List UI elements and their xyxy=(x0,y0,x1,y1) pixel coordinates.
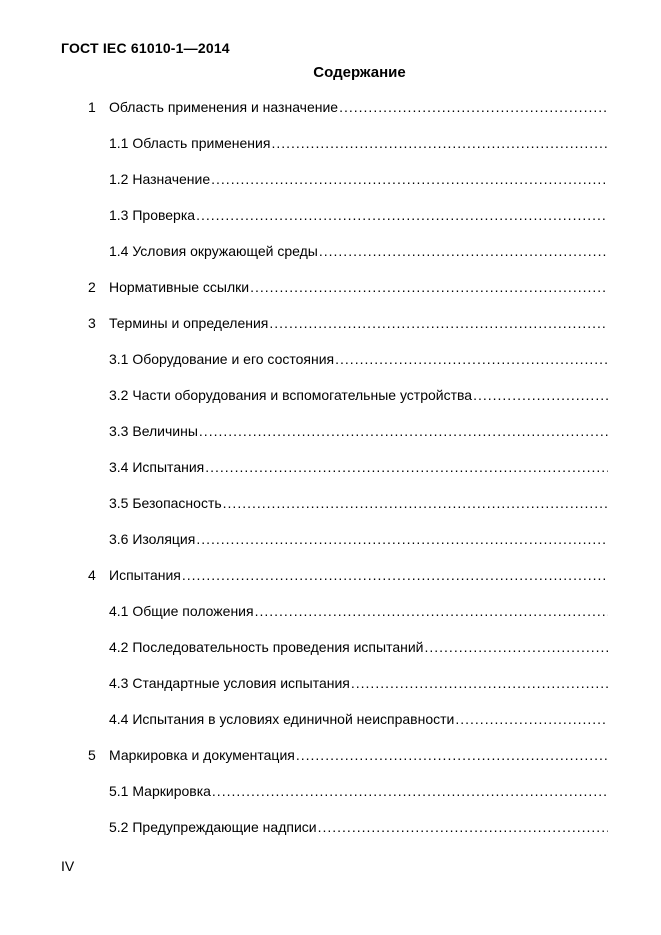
dot-leader xyxy=(211,170,608,188)
toc-entry[interactable] xyxy=(88,314,608,350)
dot-leader xyxy=(296,746,608,764)
toc-entry[interactable] xyxy=(88,458,608,494)
dot-leader xyxy=(250,278,608,296)
toc-entry[interactable] xyxy=(88,278,608,314)
dot-leader xyxy=(255,602,608,620)
toc-entry-label: 5.2 Предупреждающие надписи xyxy=(109,819,317,835)
toc-entry-label: Маркировка и документация xyxy=(109,747,295,763)
toc-section-number: 2 xyxy=(88,279,96,295)
dot-leader xyxy=(212,782,608,800)
dot-leader xyxy=(455,710,608,728)
dot-leader xyxy=(199,422,608,440)
dot-leader xyxy=(319,242,608,260)
dot-leader xyxy=(318,818,608,836)
toc-entry-label: Область применения и назначение xyxy=(109,99,339,115)
toc-entry[interactable] xyxy=(88,566,608,602)
toc-entry-label: 1.2 Назначение xyxy=(109,171,211,187)
page-number: IV xyxy=(61,858,75,874)
dot-leader xyxy=(223,494,608,512)
document-header: ГОСТ IEC 61010-1—2014 xyxy=(61,40,230,56)
dot-leader xyxy=(424,638,608,656)
toc-entry[interactable] xyxy=(88,602,608,638)
toc-entry-label: 3.1 Оборудование и его состояния xyxy=(109,351,335,367)
toc-entry-label: 4.3 Стандартные условия испытания xyxy=(109,675,350,691)
toc-entry[interactable] xyxy=(88,422,608,458)
toc-entry-label: 3.6 Изоляция xyxy=(109,531,196,547)
toc-section-number: 1 xyxy=(88,99,96,115)
toc-entry-label: 3.4 Испытания xyxy=(109,459,205,475)
toc-entry-label: 3.2 Части оборудования и вспомогательные устройства xyxy=(109,387,473,403)
toc-entry-label: 4.1 Общие положения xyxy=(109,603,254,619)
toc-entry[interactable] xyxy=(88,242,608,278)
toc-entry-label: 1.1 Область применения xyxy=(109,135,271,151)
toc-entry-label: Термины и определения xyxy=(109,315,269,331)
dot-leader xyxy=(182,566,608,584)
dot-leader xyxy=(196,530,608,548)
toc-section-number: 3 xyxy=(88,315,96,331)
toc-entry[interactable] xyxy=(88,746,608,782)
toc-entry-label: Нормативные ссылки xyxy=(109,279,250,295)
toc-entry[interactable] xyxy=(88,782,608,818)
dot-leader xyxy=(196,206,608,224)
dot-leader xyxy=(339,98,608,116)
toc-entry-label: 5.1 Маркировка xyxy=(109,783,211,799)
toc-section-number: 5 xyxy=(88,747,96,763)
dot-leader xyxy=(473,386,608,404)
table-of-contents xyxy=(88,98,608,854)
toc-entry[interactable] xyxy=(88,818,608,854)
toc-entry[interactable] xyxy=(88,206,608,242)
toc-entry[interactable] xyxy=(88,674,608,710)
toc-entry-label: 4.2 Последовательность проведения испытаний xyxy=(109,639,424,655)
dot-leader xyxy=(269,314,608,332)
toc-section-number: 4 xyxy=(88,567,96,583)
toc-entry[interactable] xyxy=(88,98,608,134)
toc-entry-label: 3.3 Величины xyxy=(109,423,198,439)
dot-leader xyxy=(335,350,608,368)
toc-entry[interactable] xyxy=(88,638,608,674)
toc-entry-label: 3.5 Безопасность xyxy=(109,495,222,511)
page-title: Содержание xyxy=(313,64,406,81)
toc-entry[interactable] xyxy=(88,386,608,422)
toc-entry[interactable] xyxy=(88,530,608,566)
dot-leader xyxy=(205,458,608,476)
dot-leader xyxy=(351,674,608,692)
dot-leader xyxy=(271,134,608,152)
toc-entry-label: 1.4 Условия окружающей среды xyxy=(109,243,318,259)
toc-entry-label: Испытания xyxy=(109,567,181,583)
toc-entry-label: 4.4 Испытания в условиях единичной неисправности xyxy=(109,711,455,727)
toc-entry[interactable] xyxy=(88,350,608,386)
toc-entry[interactable] xyxy=(88,134,608,170)
toc-entry[interactable] xyxy=(88,170,608,206)
toc-entry[interactable] xyxy=(88,494,608,530)
toc-entry-label: 1.3 Проверка xyxy=(109,207,196,223)
toc-entry[interactable] xyxy=(88,710,608,746)
